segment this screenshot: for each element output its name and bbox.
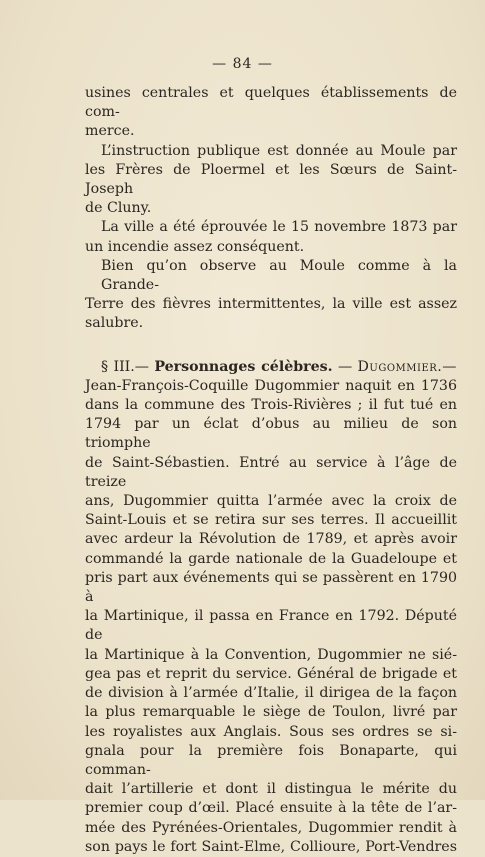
intro-paragraphs — [85, 84, 457, 334]
text-line: dait l’artillerie et dont il distingua le mérite du — [85, 781, 457, 798]
text-line: commandé la garde nationale de la Guadeloupe et — [85, 550, 457, 567]
section-heading: Personnages célèbres. — [154, 358, 333, 375]
text-line: son pays le fort Saint-Elme, Collioure, Port-Vendres — [85, 838, 457, 855]
text-line: 1794 par un éclat d’obus au milieu de son triomphe — [85, 416, 457, 452]
text-line: pris part aux événements qui se passèrent en 1790 à — [85, 569, 457, 606]
text-line: Bien qu’on observe au Moule comme à la Grande- — [101, 257, 457, 294]
text-line: La ville a été éprouvée le 15 novembre 1873 par — [101, 219, 457, 236]
text-line: Terre des fièvres intermittentes, la ville est assez — [85, 296, 457, 313]
text-line: Jean-François-Coquille Dugommier naquit en 1736 — [85, 377, 457, 394]
text-line: un incendie assez conséquent. — [85, 238, 305, 255]
page-number: — 84 — — [212, 56, 273, 72]
text-line: la plus remarquable le siège de Toulon, livré par — [85, 704, 457, 721]
text-line: Saint-Louis et se retira sur ses terres. Il accueillit — [85, 512, 457, 529]
section-heading-line — [85, 358, 457, 377]
text-line: merce. — [85, 123, 135, 140]
text-line: mée des Pyrénées-Orientales, Dugommier rendit à — [85, 819, 457, 836]
section-paragraph — [85, 377, 457, 857]
text-line: salubre. — [85, 315, 144, 332]
text-line: de Cluny. — [85, 200, 152, 217]
section-gap — [85, 334, 457, 358]
text-line: la Martinique à la Convention, Dugommier ne sié- — [85, 646, 457, 663]
page-body — [85, 84, 457, 857]
text-line: gea pas et reprit du service. Général de brigade et — [85, 665, 457, 682]
text-line: les royalistes aux Anglais. Sous ses ordres se si- — [85, 723, 457, 740]
section-dash: — — [337, 358, 353, 375]
text-line: avec ardeur la Révolution de 1789, et après avoir — [85, 531, 457, 548]
text-line: ans, Dugommier quitta l’armée avec la croix de — [85, 493, 457, 510]
text-line: la Martinique, il passa en France en 1792. Député de — [85, 608, 457, 644]
text-line: L’instruction publique est donnée au Moule par — [101, 142, 457, 159]
text-line: les Frères de Ploermel et les Sœurs de Saint-Joseph — [85, 161, 457, 198]
text-line: de Saint-Sébastien. Entré au service à l’âge de treize — [85, 454, 457, 490]
text-line: usines centrales et quelques établissements de com- — [85, 85, 457, 121]
text-line: de division à l’armée d’Italie, il dirigea de la façon — [85, 685, 457, 702]
text-line: gnala pour la première fois Bonaparte, qui comman- — [85, 742, 457, 778]
section-mark: § III.— — [101, 358, 149, 375]
section-name: Dugommier.— — [357, 358, 457, 375]
text-line: premier coup d’œil. Placé ensuite à la tête de l’ar- — [85, 800, 457, 817]
text-line: dans la commune des Trois-Rivières ; il fut tué en — [85, 397, 457, 414]
